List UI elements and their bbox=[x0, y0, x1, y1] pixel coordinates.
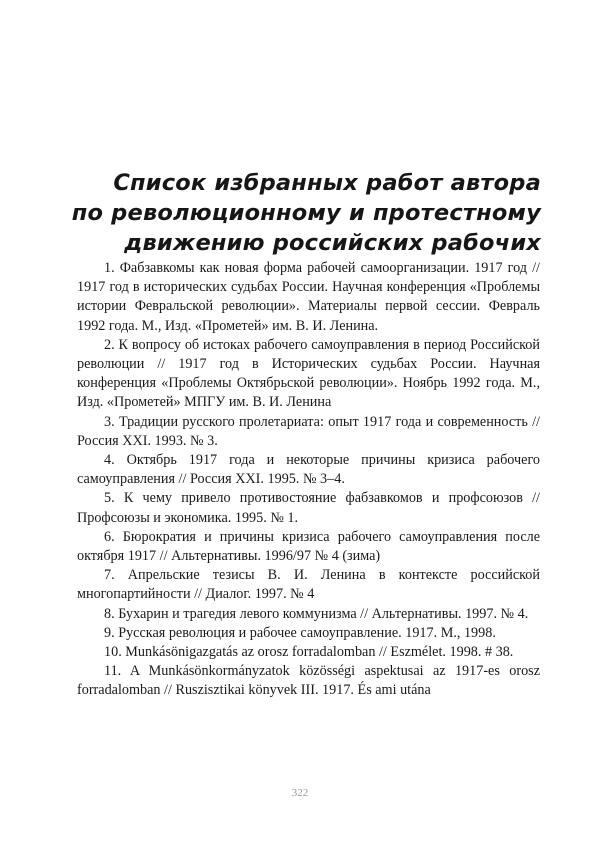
heading-line: Список избранных работ автора bbox=[113, 170, 541, 196]
page-number: 322 bbox=[291, 787, 309, 799]
bibliography-entry: 3. Традиции русского пролетариата: опыт 1917 года и современность // Россия XXI. 1993. № 3. bbox=[77, 413, 540, 449]
bibliography-list bbox=[77, 259, 540, 701]
bibliography-entry: 8. Бухарин и трагедия левого коммунизма // Альтернативы. 1997. № 4. bbox=[104, 605, 529, 622]
bibliography-entry: 11. A Munkásönkormányzatok közösségi aspektusai az 1917-es orosz forradalomban // Ruszisztikai könyvek III. 1917. És ami utána bbox=[77, 663, 540, 699]
bibliography-entry: 1. Фабзавкомы как новая форма рабочей самоорганизации. 1917 год // 1917 год в исторических судьбах России. Научная конференция «Проблемы истории Февральской революции». Материалы первой сессии. Февраль 1992 года. М., Изд. «Прометей» им. В. И. Ленина. bbox=[77, 260, 540, 334]
bibliography-entry: 5. К чему привело противостояние фабзавкомов и профсоюзов // Профсоюзы и экономика. 1995. № 1. bbox=[77, 490, 540, 526]
bibliography-entry: 7. Апрельские тезисы В. И. Ленина в контексте российской многопартийности // Диалог. 1997. № 4 bbox=[77, 567, 540, 603]
bibliography-entry: 6. Бюрократия и причины кризиса рабочего самоуправления после октября 1917 // Альтернативы. 1996/97 № 4 (зима) bbox=[77, 528, 540, 565]
section-heading bbox=[60, 168, 541, 258]
heading-line: движению российских рабочих bbox=[124, 230, 541, 256]
bibliography-entry: 10. Munkásönigazgatás az orosz forradalomban // Eszmélet. 1998. # 38. bbox=[104, 644, 514, 661]
heading-line: по революционному и протестному bbox=[71, 200, 541, 226]
bibliography-entry: 9. Русская революция и рабочее самоуправление. 1917. М., 1998. bbox=[104, 624, 496, 641]
bibliography-entry: 2. К вопросу об истоках рабочего самоуправления в период Российской революции // 1917 год в Исторических судьбах России. Научная конференция «Проблемы Октябрьской революции». Ноябрь 1992 года. М., Изд. «Прометей» МПГУ им. В. И. Ленина bbox=[77, 336, 540, 411]
bibliography-entry: 4. Октябрь 1917 года и некоторые причины кризиса рабочего самоуправления // Россия XXI. 1995. № 3–4. bbox=[77, 452, 540, 488]
